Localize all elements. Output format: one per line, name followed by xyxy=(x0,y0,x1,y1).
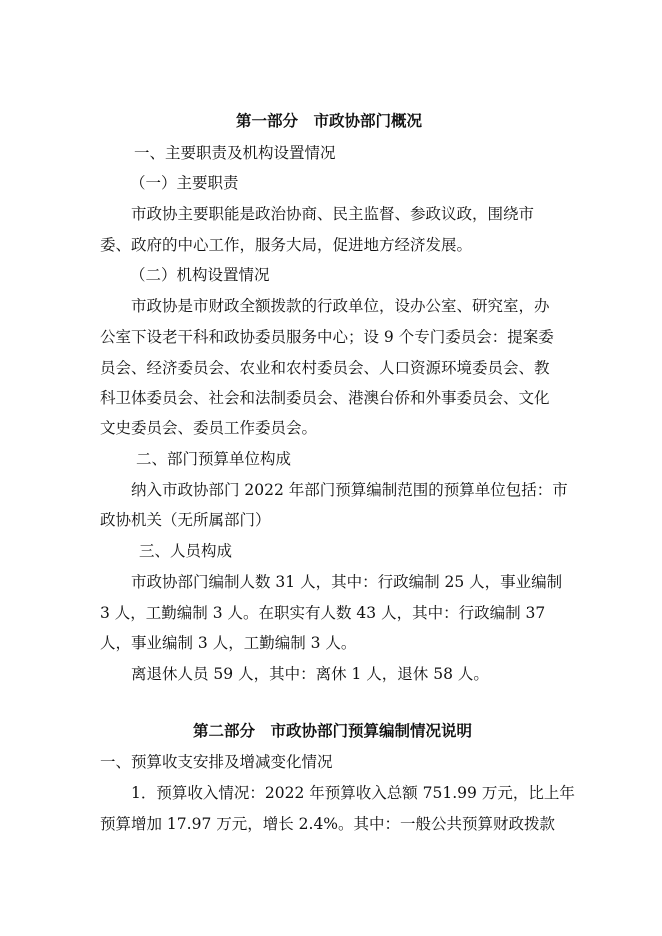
subsection-1-1-heading: （一）主要职责 xyxy=(130,174,239,192)
duty-line-2: 委、政府的中心工作，服务大局，促进地方经济发展。 xyxy=(100,236,473,254)
org-line-2: 公室下设老干科和政协委员服务中心；设 9 个专门委员会：提案委 xyxy=(100,328,554,346)
budget-unit-line-1: 纳入市政协部门 2022 年部门预算编制范围的预算单位包括：市 xyxy=(131,481,568,499)
revenue-line-1: 1．预算收入情况：2022 年预算收入总额 751.99 万元，比上年 xyxy=(131,784,575,802)
staff-line-4: 离退休人员 59 人，其中：离休 1 人，退休 58 人。 xyxy=(131,665,489,683)
section-2-heading: 二、部门预算单位构成 xyxy=(136,450,292,468)
subsection-1-2-heading: （二）机构设置情况 xyxy=(130,266,270,284)
org-line-3: 员会、经济委员会、农业和农村委员会、人口资源环境委员会、教 xyxy=(100,359,550,377)
section-3-heading: 三、人员构成 xyxy=(139,542,233,560)
org-line-1: 市政协是市财政全额拨款的行政单位，设办公室、研究室，办 xyxy=(131,297,550,315)
duty-line-1: 市政协主要职能是政治协商、民主监督、参政议政，围绕市 xyxy=(131,205,535,223)
staff-line-3: 人，事业编制 3 人，工勤编制 3 人。 xyxy=(100,634,357,652)
staff-line-1: 市政协部门编制人数 31 人，其中：行政编制 25 人，事业编制 xyxy=(131,573,563,591)
section-1-heading: 一、主要职责及机构设置情况 xyxy=(134,144,336,162)
part1-title: 第一部分 市政协部门概况 xyxy=(236,111,423,130)
org-line-5: 文史委员会、委员工作委员会。 xyxy=(100,419,318,437)
staff-line-2: 3 人，工勤编制 3 人。在职实有人数 43 人，其中：行政编制 37 xyxy=(100,604,546,622)
part2-section-1-heading: 一、预算收支安排及增减变化情况 xyxy=(100,753,333,771)
budget-unit-line-2: 政协机关（无所属部门） xyxy=(100,511,271,529)
revenue-line-2: 预算增加 17.97 万元，增长 2.4%。其中：一般公共预算财政拨款 xyxy=(100,815,556,833)
part2-title: 第二部分 市政协部门预算编制情况说明 xyxy=(193,721,473,740)
org-line-4: 科卫体委员会、社会和法制委员会、港澳台侨和外事委员会、文化 xyxy=(100,389,550,407)
